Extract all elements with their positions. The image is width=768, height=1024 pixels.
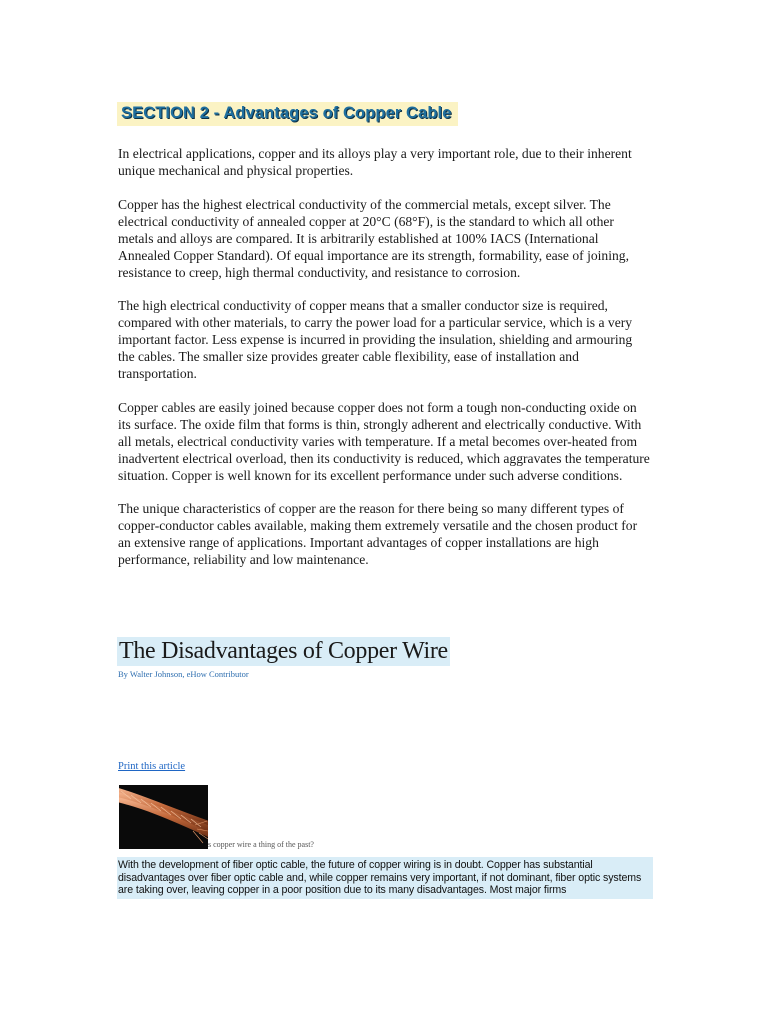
paragraph-conductor-size: The high electrical conductivity of copper means that a smaller conductor size is required, compared with other materials, to carry the power load for a particular service, which is a very important factor. Less expense is incurred in providing the insulation, shielding and armouring the cables. The smaller size provides greater cable flexibility, ease of installation and transportation. xyxy=(118,298,633,381)
image-caption: s copper wire a thing of the past? xyxy=(208,840,314,849)
article-title: The Disadvantages of Copper Wire xyxy=(119,638,448,664)
copper-wire-illustration xyxy=(119,785,208,849)
paragraph-joining: Copper cables are easily joined because copper does not form a tough non-conducting oxide on its surface. The oxide film that forms is thin, strongly adherent and electrically conductive. With all metals, electrical conductivity varies with temperature. If a metal becomes over-heated from inadvertent electrical overload, then its conductivity is reduced, which aggravates the temperature situation. Copper is well known for its excellent performance under such adverse conditions. xyxy=(118,399,650,483)
copper-wire-image xyxy=(119,785,208,849)
paragraph-characteristics: The unique characteristics of copper are the reason for there being so many different types of copper-conductor cables available, making them extremely versatile and the chosen product for an extensive range of applications. Important advantages of copper installations are high performance, reliability and low maintenance. xyxy=(118,501,638,567)
print-article-link[interactable]: Print this article xyxy=(118,761,186,772)
paragraph-conductivity: Copper has the highest electrical conductivity of the commercial metals, except silver. The electrical conductivity of annealed copper at 20°C (68°F), is the standard to which all other metals and alloys are compared. It is arbitrarily established at 100% IACS (International Annealed Copper Standard). Of equal importance are its strength, formability, ease of joining, resistance to creep, high thermal conductivity, and resistance to corrosion. xyxy=(118,196,629,280)
section-heading: SECTION 2 - Advantages of Copper Cable xyxy=(117,102,458,126)
article-excerpt: With the development of fiber optic cable, the future of copper wiring is in doubt. Copper has substantial disadvantages over fiber optic cable and, while copper remains very important, if not dominant, fiber optic systems are taking over, leaving copper in a poor position due to its many disadvantages. Most major firms xyxy=(117,857,653,899)
article-byline[interactable]: By Walter Johnson, eHow Contributor xyxy=(118,669,249,679)
paragraph-intro: In electrical applications, copper and its alloys play a very important role, due to their inherent unique mechanical and physical properties. xyxy=(118,146,632,178)
body-text xyxy=(118,145,650,585)
